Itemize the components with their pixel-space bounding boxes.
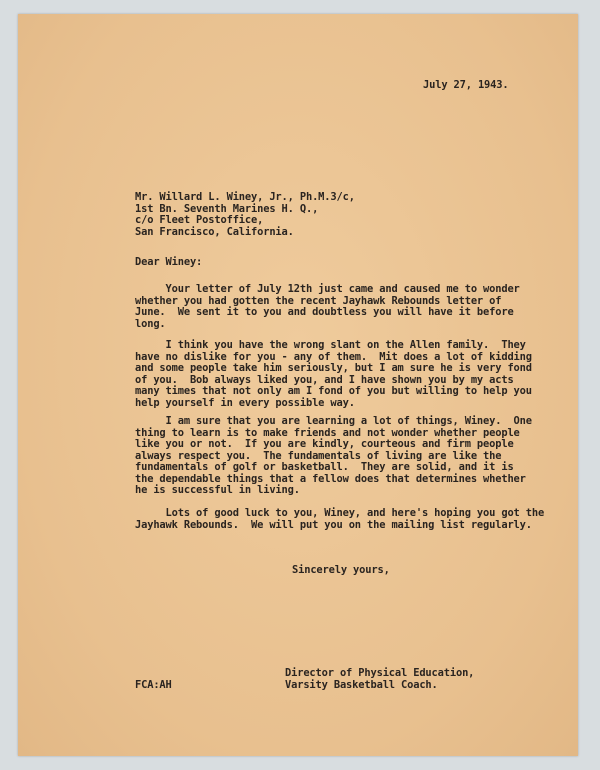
paragraph-2 [135, 340, 532, 409]
address-line: 1st Bn. Seventh Marines H. Q., [135, 202, 319, 215]
paragraph-line: thing to learn is to make friends and not wonder whether people [135, 426, 520, 439]
paragraph-line: whether you had gotten the recent Jayhawk Rebounds letter of [135, 294, 502, 307]
paragraph-line: help yourself in every possible way. [135, 396, 355, 409]
paragraph-line: and some people take him seriously, but I am sure he is very fond [135, 362, 532, 374]
signature-line: Varsity Basketball Coach. [285, 678, 438, 691]
signature-line: Director of Physical Education, [285, 667, 475, 679]
paragraph-line: fundamentals of golf or basketball. They are solid, and it is [135, 461, 514, 473]
paragraph-line: like you or not. If you are kindly, courteous and firm people [135, 438, 514, 450]
address-line: Mr. Willard L. Winey, Jr., Ph.M.3/c, [135, 191, 355, 203]
letter-page [18, 14, 578, 756]
reference-initials: FCA:AH [135, 679, 172, 691]
paragraph-line: June. We sent it to you and doubtless you will have it before [135, 306, 514, 318]
paragraph-line: he is successful in living. [135, 484, 300, 496]
paragraph-line: have no dislike for you - any of them. Mit does a lot of kidding [135, 350, 532, 363]
paragraph-line: always respect you. The fundamentals of living are like the [135, 449, 502, 462]
paragraph-line: of you. Bob always liked you, and I have shown you by my acts [135, 373, 514, 386]
paragraph-4 [135, 508, 544, 531]
salutation: Dear Winey: [135, 256, 203, 268]
paragraph-line: long. [135, 317, 166, 330]
paragraph-line: Your letter of July 12th just came and caused me to wonder [135, 283, 520, 295]
address-line: San Francisco, California. [135, 225, 294, 238]
recipient-address [135, 192, 355, 238]
paragraph-line: I think you have the wrong slant on the Allen family. They [135, 339, 526, 351]
paragraph-line: many times that not only am I fond of you but willing to help you [135, 385, 532, 397]
complimentary-closing: Sincerely yours, [292, 564, 390, 576]
paragraph-line: Jayhawk Rebounds. We will put you on the mailing list regularly. [135, 518, 532, 531]
paragraph-line: I am sure that you are learning a lot of things, Winey. One [135, 415, 532, 427]
signature-block [285, 668, 474, 691]
letter-date: July 27, 1943. [423, 79, 509, 91]
paragraph-line: the dependable things that a fellow does that determines whether [135, 472, 526, 485]
paragraph-3 [135, 416, 532, 497]
paragraph-line: Lots of good luck to you, Winey, and here's hoping you got the [135, 507, 545, 519]
paragraph-1 [135, 284, 520, 330]
address-line: c/o Fleet Postoffice, [135, 214, 264, 226]
